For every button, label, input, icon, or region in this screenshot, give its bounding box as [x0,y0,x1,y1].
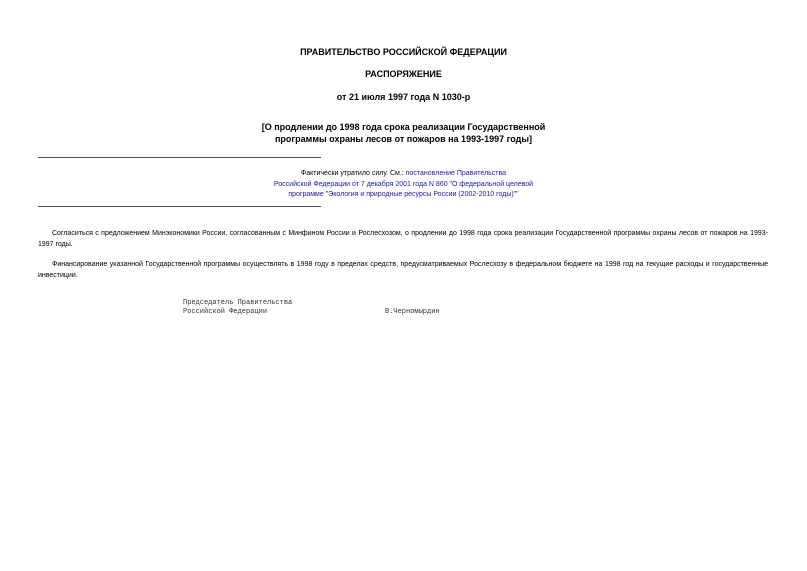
document-date-number: от 21 июля 1997 года N 1030-р [336,92,471,102]
divider-top [38,157,321,158]
document-heading-line-2: программы охраны лесов от пожаров на 1993-1997 годы] [274,134,533,144]
reference-link-part-1[interactable]: постановление Правительства [405,170,507,177]
document-heading [0,121,807,145]
reference-link-part-2[interactable]: Российской Федерации от 7 декабря 2001 года N 860 "О федеральной целевой [273,181,534,188]
document-heading-line-1: [О продлении до 1998 года срока реализации Государственной [261,122,546,132]
body-paragraph-2: Финансирование указанной Государственной программы осуществлять в 1998 году в пределах средств, предусматриваемых Рослесхозу в федеральном бюджете на 1998 год на текущие расходы и государственные инвестиции. [38,261,768,279]
status-notice-prefix: Фактически утратило силу. См.: [300,170,406,177]
reference-link-part-3[interactable]: программе "Экология и природные ресурсы России (2002-2010 годы)"" [288,191,519,198]
body-paragraph-1: Согласиться с предложением Минэкономики России, согласованным с Минфином России и Рослесхозом, о продлении до 1998 года срока реализации Государственной программы охраны лесов от пожаров на 1993-1997 годы. [38,230,768,248]
signer-name: В.Черномырдин [385,308,440,316]
government-title: ПРАВИТЕЛЬСТВО РОССИЙСКОЙ ФЕДЕРАЦИИ [300,47,507,57]
divider-bottom [38,206,321,207]
status-notice-line-1 [0,168,807,179]
signer-title-line-2: Российской Федерации [183,308,268,316]
status-notice-line-3 [0,189,807,200]
signer-title-line-1: Председатель Правительства [183,299,293,307]
document-type: РАСПОРЯЖЕНИЕ [365,69,442,79]
